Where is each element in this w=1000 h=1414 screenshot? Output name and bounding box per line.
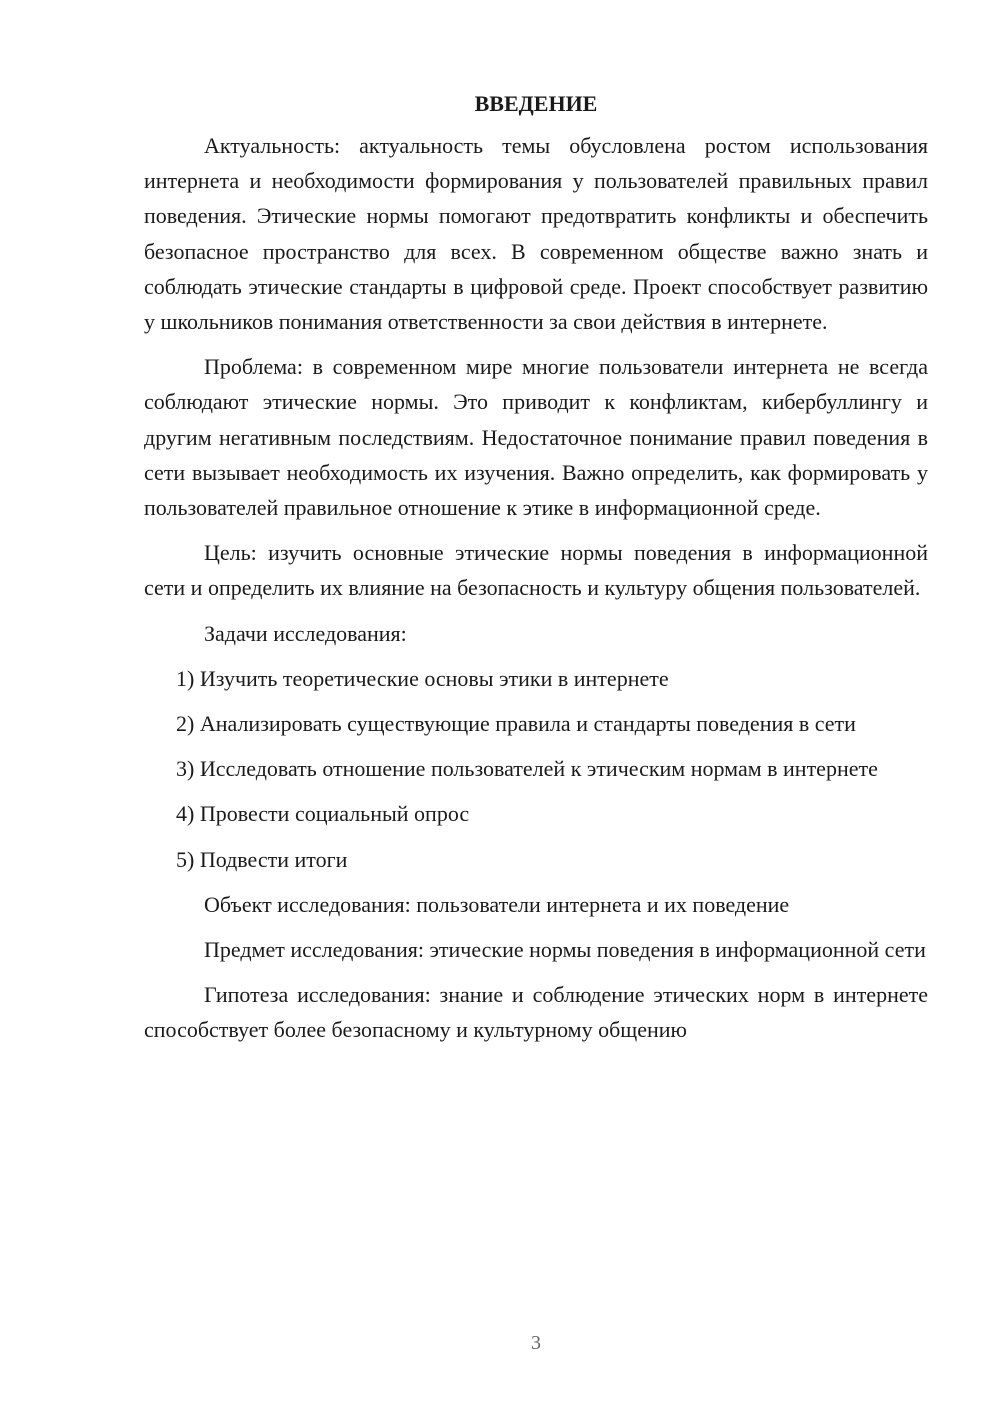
goal-paragraph: Цель: изучить основные этические нормы поведения в информационной сети и определить их влияние на безопасность и культуру общения пользователей. — [144, 540, 928, 601]
task-item: 4) Провести социальный опрос — [176, 801, 470, 827]
task-item: 5) Подвести итоги — [176, 846, 348, 872]
task-item: 1) Изучить теоретические основы этики в интернете — [176, 665, 669, 691]
task-item: 3) Исследовать отношение пользователей к этическим нормам в интернете — [176, 756, 878, 782]
document-page — [144, 88, 928, 1058]
subject-paragraph: Предмет исследования: этические нормы поведения в информационной сети — [204, 937, 926, 963]
hypothesis-paragraph: Гипотеза исследования: знание и соблюдение этических норм в интернете способствует более безопасному и культурному общению — [144, 982, 928, 1043]
object-paragraph: Объект исследования: пользователи интернета и их поведение — [204, 891, 790, 917]
section-heading: ВВЕДЕНИЕ — [474, 91, 598, 116]
task-item: 2) Анализировать существующие правила и стандарты поведения в сети — [176, 711, 856, 737]
page-number: 3 — [531, 1332, 541, 1354]
problem-paragraph: Проблема: в современном мире многие пользователи интернета не всегда соблюдают этические нормы. Это приводит к конфликтам, кибербуллингу и другим негативным последствиям. Недостаточное понимание правил поведения в сети вызывает необходимость их изучения. Важно определить, как формировать у пользователей правильное отношение к этике в информационной среде. — [144, 354, 928, 521]
relevance-paragraph: Актуальность: актуальность темы обусловлена ростом использования интернета и необходимости формирования у пользователей правильных правил поведения. Этические нормы помогают предотвратить конфликты и обеспечить безопасное пространство для всех. В современном обществе важно знать и соблюдать этические стандарты в цифровой среде. Проект способствует развитию у школьников понимания ответственности за свои действия в интернете. — [144, 133, 928, 335]
tasks-title: Задачи исследования: — [204, 620, 407, 646]
